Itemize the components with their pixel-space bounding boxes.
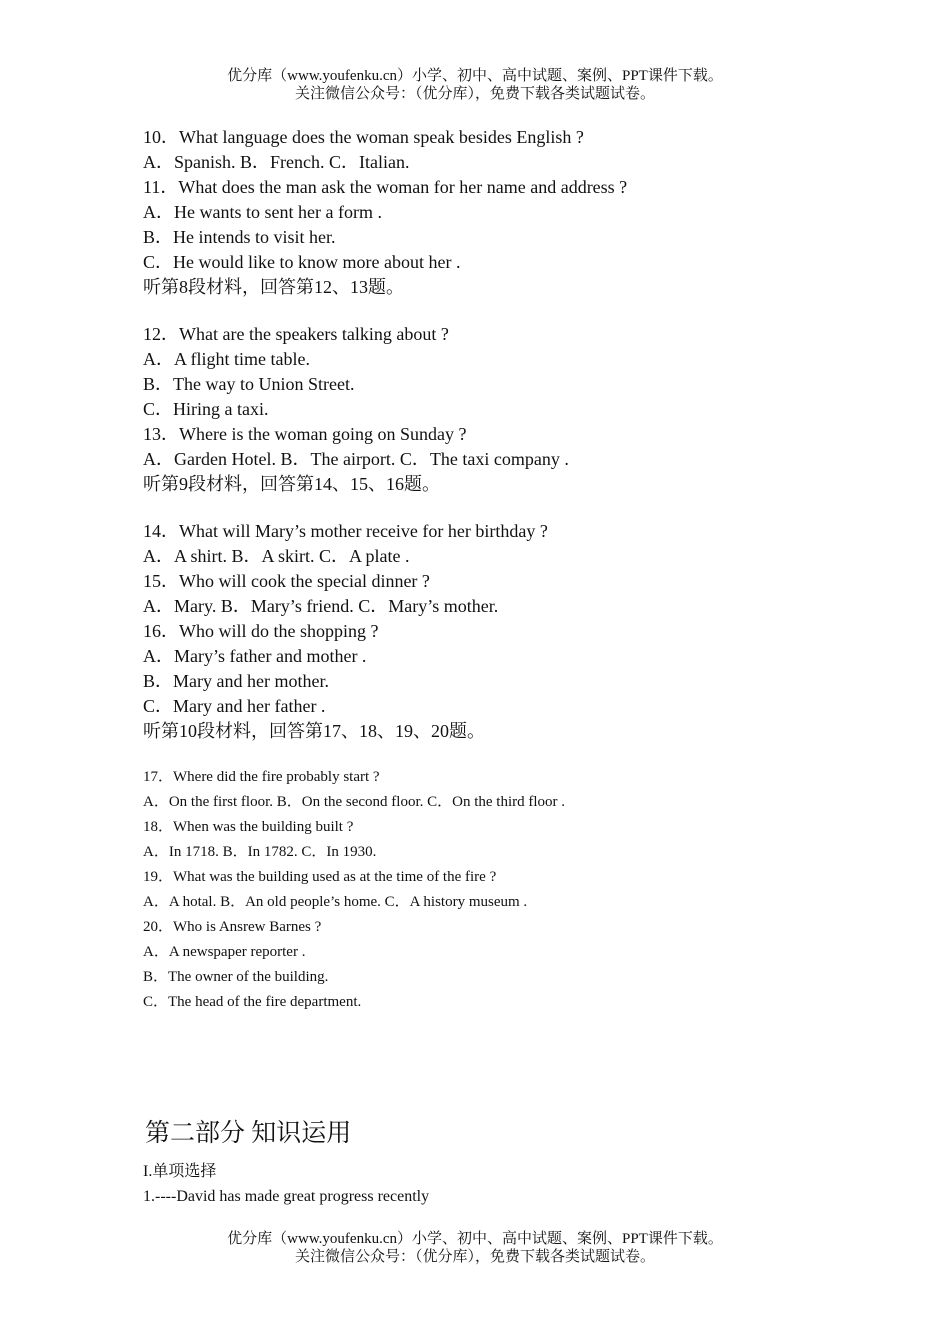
option-11-b: B．He intends to visit her.: [143, 227, 336, 247]
option-20-b: B．The owner of the building.: [143, 969, 329, 985]
question-10: 10．What language does the woman speak besides English ?: [143, 127, 584, 147]
options-18: A．In 1718. B．In 1782. C．In 1930.: [143, 844, 377, 860]
options-10: A．Spanish. B．French. C．Italian.: [143, 152, 410, 172]
question-13: 13．Where is the woman going on Sunday ?: [143, 424, 467, 444]
section-9-instruction: 听第9段材料，回答第14、15、16题。: [143, 474, 440, 494]
footer-line-1: 优分库（www.youfenku.cn）小学、初中、高中试题、案例、PPT课件下载。: [227, 1231, 723, 1247]
option-12-b: B．The way to Union Street.: [143, 374, 355, 394]
option-12-c: C．Hiring a taxi.: [143, 399, 269, 419]
option-16-c: C．Mary and her father .: [143, 696, 326, 716]
options-15: A．Mary. B．Mary’s friend. C．Mary’s mother.: [143, 596, 499, 616]
part-two-title: 第二部分 知识运用: [145, 1120, 352, 1147]
question-12: 12．What are the speakers talking about ?: [143, 324, 449, 344]
question-19: 19．What was the building used as at the time of the fire ?: [143, 869, 497, 885]
header-line-1: 优分库（www.youfenku.cn）小学、初中、高中试题、案例、PPT课件下载。: [227, 68, 723, 84]
question-17: 17．Where did the fire probably start ?: [143, 769, 380, 785]
header-line-2: 关注微信公众号：（优分库），免费下载各类试题试卷。: [294, 86, 655, 102]
options-19: A．A hotal. B．An old people’s home. C．A history museum .: [143, 894, 528, 910]
option-16-b: B．Mary and her mother.: [143, 671, 329, 691]
footer-line-2: 关注微信公众号：（优分库），免费下载各类试题试卷。: [294, 1249, 655, 1265]
question-18: 18．When was the building built ?: [143, 819, 354, 835]
options-13: A．Garden Hotel. B．The airport. C．The taxi company .: [143, 449, 569, 469]
options-17: A．On the first floor. B．On the second floor. C．On the third floor .: [143, 794, 566, 810]
option-20-c: C．The head of the fire department.: [143, 994, 362, 1010]
options-14: A．A shirt. B．A skirt. C．A plate .: [143, 546, 410, 566]
question-11: 11．What does the man ask the woman for her name and address ?: [143, 177, 628, 197]
page-header: [0, 67, 950, 103]
question-15: 15．Who will cook the special dinner ?: [143, 571, 430, 591]
section-title-single-choice: I.单项选择: [143, 1163, 217, 1180]
option-20-a: A．A newspaper reporter .: [143, 944, 306, 960]
question-16: 16．Who will do the shopping ?: [143, 621, 379, 641]
option-11-a: A．He wants to sent her a form .: [143, 202, 382, 222]
question-14: 14．What will Mary’s mother receive for her birthday ?: [143, 521, 548, 541]
question-1: 1.----David has made great progress recently: [143, 1188, 430, 1205]
section-10-instruction: 听第10段材料，回答第17、18、19、20题。: [143, 721, 485, 741]
option-12-a: A．A flight time table.: [143, 349, 310, 369]
section-8-instruction: 听第8段材料，回答第12、13题。: [143, 277, 404, 297]
question-20: 20．Who is Ansrew Barnes ?: [143, 919, 322, 935]
page-footer: [0, 1230, 950, 1266]
option-16-a: A．Mary’s father and mother .: [143, 646, 367, 666]
option-11-c: C．He would like to know more about her .: [143, 252, 461, 272]
